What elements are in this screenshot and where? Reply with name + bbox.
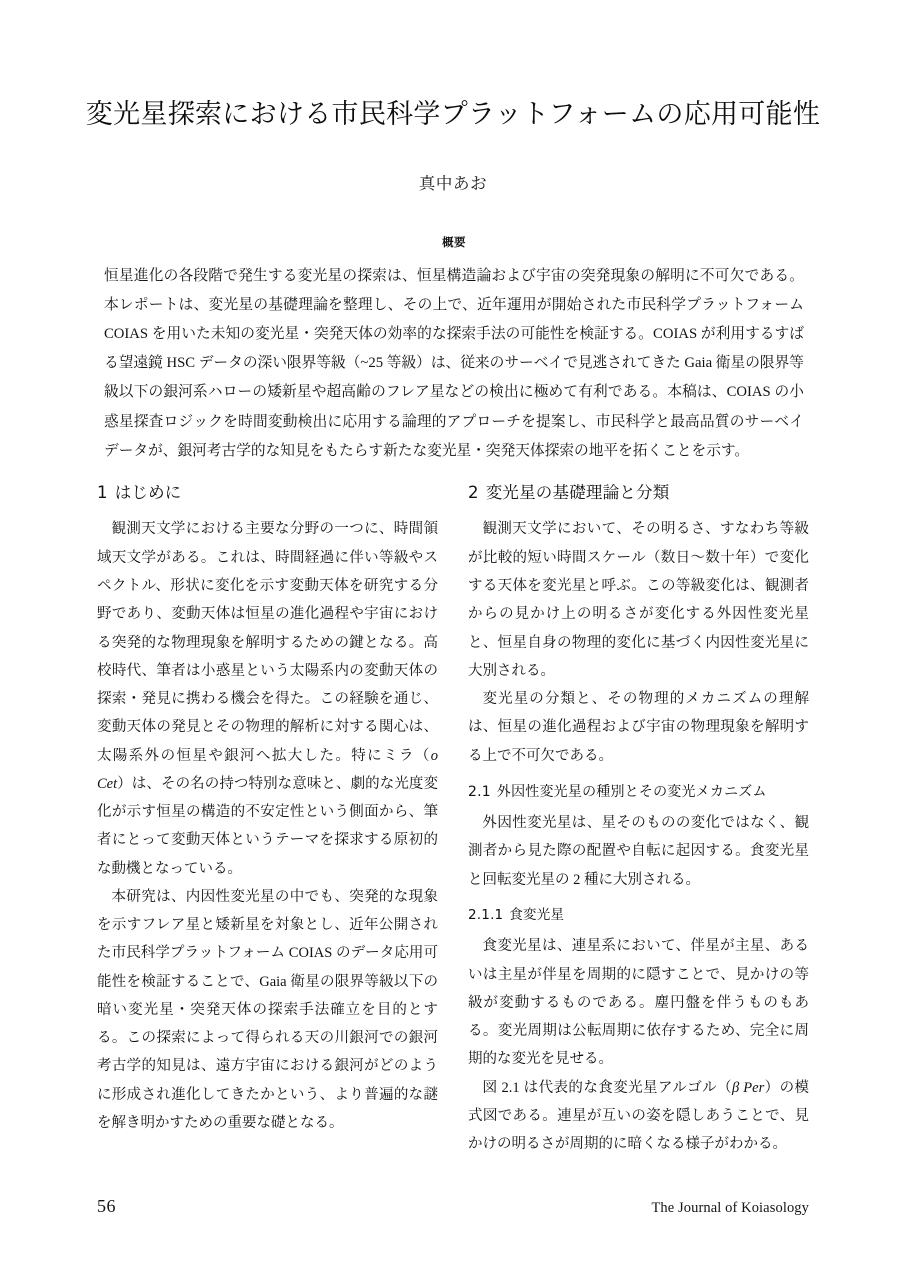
author-name: 真中あお: [418, 174, 488, 194]
section-heading-1: [97, 482, 438, 503]
subsection-title-2-1: 外因性変光星の種別とその変光メカニズム: [496, 783, 767, 800]
body-columns: [97, 482, 810, 1153]
subsubsection-number-2-1-1: 2.1.1: [468, 906, 504, 923]
subsubsection-title-2-1-1: 食変光星: [509, 906, 565, 923]
paragraph: 観測天文学における主要な分野の一つに、時間領域天文学がある。これは、時間経過に伴い等級やスペクトル、形状に変化を示す変動天体を研究する分野であり、変動天体は恒星の進化過程や宇宙における突発的な物理現象を解明するための鍵となる。高校時代、筆者は小惑星という太陽系内の変動天体の探索・発見に携わる機会を得た。この経験を通じ、変動天体の発見とその物理的解析に対する関心は、太陽系外の恒星や銀河へ拡大した。特にミラ（o Cet）は、その名の持つ特別な意味と、劇的な光度変化が示す恒星の構造的不安定性という側面から、筆者にとって変動天体というテーマを探求する原初的な動機となっている。: [97, 521, 438, 877]
abstract-section: [104, 234, 804, 466]
abstract-body: 恒星進化の各段階で発生する変光星の探索は、恒星構造論および宇宙の突発現象の解明に不可欠である。本レポートは、変光星の基礎理論を整理し、その上で、近年運用が開始された市民科学プラットフォーム COIAS を用いた未知の変光星・突発天体の効率的な探索手法の可能性を検証する。COIAS が利用するすばる望遠鏡 HSC データの深い限界等級（~25 等級）は、従来のサーベイで見逃されてきた Gaia 衛星の限界等級以下の銀河系ハローの矮新星や超高齢のフレア星などの検出に極めて有利である。本稿は、COIAS の小惑星探査ロジックを時間変動検出に応用する論理的アプローチを提案し、市民科学と最高品質のサーベイデータが、銀河考古学的な知見をもたらす新たな変光星・突発天体探索の地平を拓くことを示す。: [104, 268, 804, 459]
section-title-1: はじめに: [114, 483, 182, 502]
paragraph: 外因性変光星は、星そのものの変化ではなく、観測者から見た際の配置や自転に起因する。食変光星と回転変光星の 2 種に大別される。: [468, 815, 809, 888]
page-title: 変光星探索における市民科学プラットフォームの応用可能性: [85, 99, 821, 129]
paragraph: 食変光星は、連星系において、伴星が主星、あるいは主星が伴星を周期的に隠すことで、見かけの等級が変動するものである。塵円盤を伴うものもある。変光周期は公転周期に依存するため、完全に周期的な変光を見せる。: [468, 938, 809, 1068]
title-block: [78, 96, 828, 194]
paragraph: 本研究は、内因性変光星の中でも、突発的な現象を示すフレア星と矮新星を対象とし、近年公開された市民科学プラットフォーム COIAS のデータ応用可能性を検証することで、Gaia 衛星の限界等級以下の暗い変光星・突発天体の探索手法確立を目的とする。この探索によって得られる天の川銀河での銀河考古学的知見は、遠方宇宙における銀河がどのように形成され進化してきたかという、より普遍的な謎を解き明かすための重要な礎となる。: [97, 888, 438, 1132]
page-number: 56: [97, 1196, 116, 1216]
section-heading-2: [468, 482, 809, 503]
subsubsection-heading-2-1-1: [468, 907, 809, 925]
paragraph: 図 2.1 は代表的な食変光星アルゴル（β Per）の模式図である。連星が互いの姿を隠しあうことで、見かけの明るさが周期的に暗くなる様子がわかる。: [468, 1079, 810, 1153]
page-footer: [97, 1196, 809, 1217]
section-number-2: 2: [468, 483, 479, 502]
journal-name: The Journal of Koiasology: [651, 1200, 809, 1216]
section-number-1: 1: [97, 483, 108, 502]
subsection-heading-2-1: [468, 783, 809, 801]
paragraph: 観測天文学において、その明るさ、すなわち等級が比較的短い時間スケール（数日〜数十年）で変化する天体を変光星と呼ぶ。この等級変化は、観測者からの見かけ上の明るさが変化する外因性変光星と、恒星自身の物理的変化に基づく内因性変光星に大別される。: [468, 521, 809, 679]
left-column: [97, 482, 438, 1137]
subsection-number-2-1: 2.1: [468, 783, 491, 800]
abstract-heading: 概要: [442, 237, 466, 249]
right-column: [468, 482, 809, 1158]
section-title-2: 変光星の基礎理論と分類: [485, 483, 670, 502]
paragraph: 変光星の分類と、その物理的メカニズムの理解は、恒星の進化過程および宇宙の物理現象を解明する上で不可欠である。: [468, 691, 809, 764]
